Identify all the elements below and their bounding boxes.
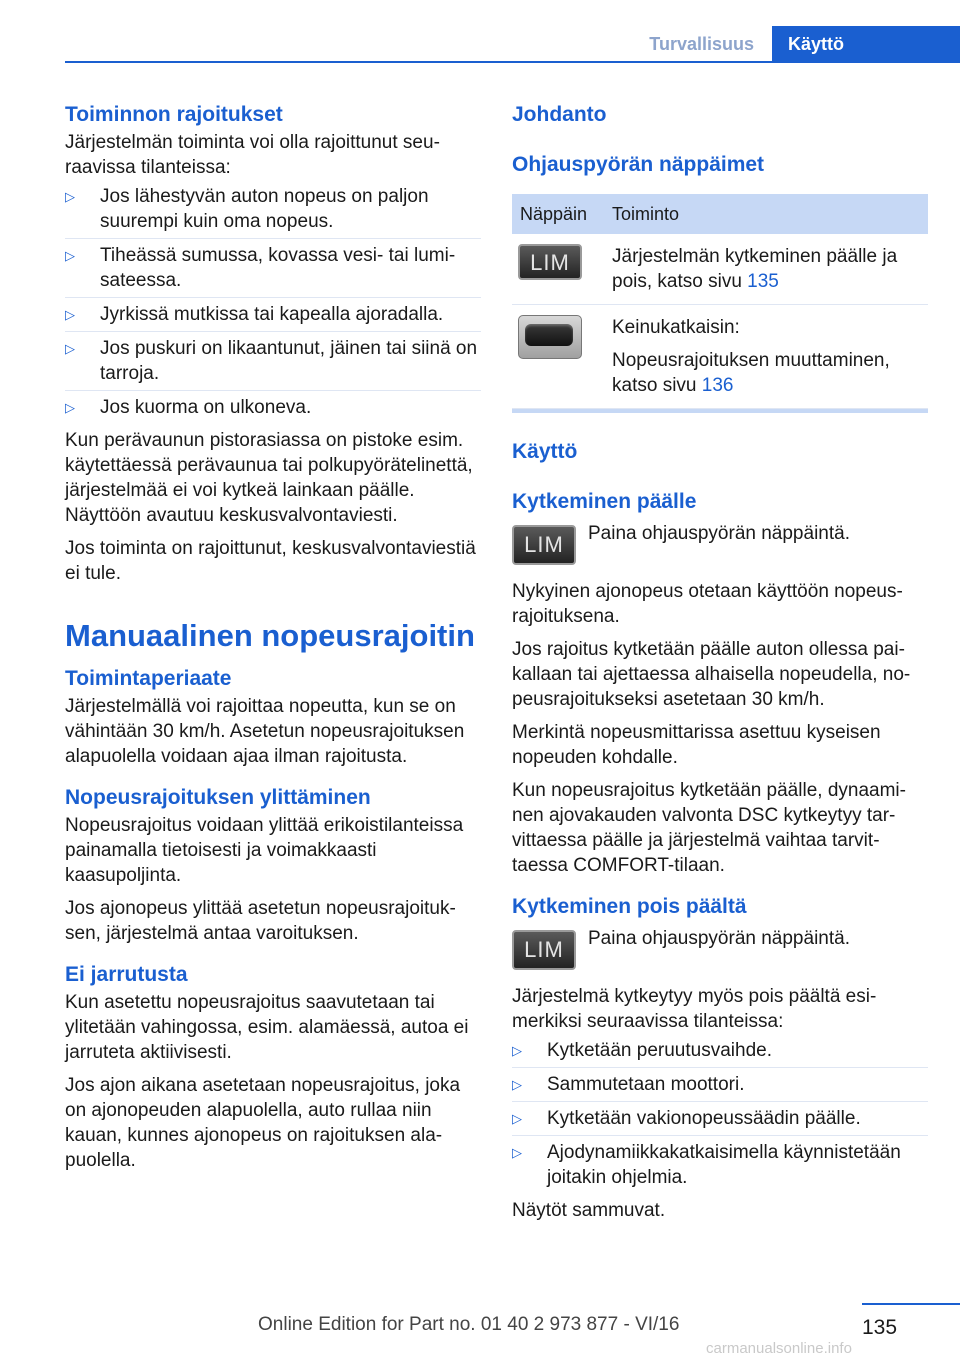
list-item: ▷ Sammutetaan moottori. — [512, 1068, 928, 1102]
table-header-function: Toiminto — [604, 194, 928, 234]
footer-rule — [862, 1303, 960, 1305]
triangle-bullet-icon: ▷ — [512, 1043, 522, 1058]
exceed-paragraph-2: Jos ajonopeus ylittää asetetun nopeusrajoituksen, järjestelmä antaa varoituksen. — [65, 898, 456, 944]
limits-list — [65, 180, 481, 424]
watermark: carmanualsonline.info — [706, 1340, 852, 1357]
heading-steering-buttons: Ohjauspyörän näppäimet — [512, 153, 765, 176]
switch-off-instruction — [512, 926, 928, 970]
heading-manual-limiter: Manuaalinen nopeusrajoitin — [65, 618, 475, 653]
switch-on-paragraph-2: Jos rajoitus kytketään päälle auton ollessa paikallaan tai ajettaessa alhaisella nopeudella, nopeusrajoitukseksi asetetaan 30 km/h. — [512, 639, 911, 710]
exceed-paragraph-1: Nopeusrajoitus voidaan ylittää erikoistilanteissa painamalla tietoisesti ja voimakkaasti kaasupoljinta. — [65, 815, 464, 886]
triangle-bullet-icon: ▷ — [512, 1111, 522, 1126]
table-row — [512, 234, 928, 305]
table-row — [512, 305, 928, 409]
lim-button-icon: LIM — [518, 244, 582, 280]
restricted-paragraph: Jos toiminta on rajoittunut, keskusvalvontaviestiä ei tule. — [65, 538, 476, 584]
header-chapter: Käyttö — [772, 26, 960, 62]
page-header — [631, 26, 960, 62]
switch-on-instruction — [512, 521, 928, 565]
triangle-bullet-icon: ▷ — [65, 307, 75, 322]
page-link-135[interactable]: 135 — [747, 271, 779, 292]
trailer-paragraph: Kun perävaunun pistorasiassa on pistoke esim. käytettäessä perävaunua tai polkupyörätelinettä, järjestelmää ei voi kytkeä lainkaan päälle. Näyttöön avautuu keskusvalvontaviesti. — [65, 430, 473, 526]
principle-paragraph: Järjestelmällä voi rajoittaa nopeutta, kun se on vähintään 30 km/h. Asetetun nopeusrajoituksen alapuolella voidaan ajaa ilman rajoitusta. — [65, 696, 465, 767]
switch-off-paragraph-2: Näytöt sammuvat. — [512, 1200, 666, 1221]
list-item: ▷ Tiheässä sumussa, kovassa vesi- tai lumisateessa. — [65, 239, 481, 298]
table-end-rule — [512, 409, 928, 413]
heading-no-brake: Ei jarrutusta — [65, 963, 188, 986]
switch-on-paragraph-1: Nykyinen ajonopeus otetaan käyttöön nopeusrajoituksena. — [512, 581, 903, 627]
list-item: ▷ Kytketään vakionopeussäädin päälle. — [512, 1102, 928, 1136]
header-section: Turvallisuus — [649, 34, 754, 54]
table-header-key: Näppäin — [512, 194, 604, 234]
rocker-switch-icon — [518, 315, 582, 359]
row2-text: Nopeusrajoituksen muuttaminen, katso sivu 136 — [612, 350, 890, 396]
left-column — [65, 100, 481, 1173]
heading-exceed: Nopeusrajoituksen ylittäminen — [65, 786, 371, 809]
lim-button-icon: LIM — [512, 930, 576, 970]
page-number: 135 — [862, 1316, 898, 1339]
switch-on-paragraph-4: Kun nopeusrajoitus kytketään päälle, dynaaminen ajovakauden valvonta DSC kytkeytyy tarvittaessa päälle ja järjestelmä vaihtaa tarvittaessa COMFORT-tilaan. — [512, 780, 906, 876]
heading-switch-off: Kytkeminen pois päältä — [512, 895, 747, 918]
edition-note: Online Edition for Part no. 01 40 2 973 877 - VI/16 — [258, 1314, 680, 1335]
switch-off-list — [512, 1034, 928, 1194]
switch-on-press: Paina ohjauspyörän näppäintä. — [588, 523, 850, 544]
triangle-bullet-icon: ▷ — [65, 189, 75, 204]
heading-intro: Johdanto — [512, 103, 607, 126]
list-item: ▷ Jos kuorma on ulkoneva. — [65, 397, 312, 418]
row2-function — [604, 305, 928, 409]
limits-intro: Järjestelmän toiminta voi olla rajoittunut seuraavissa tilanteissa: — [65, 132, 440, 178]
heading-principle: Toimintaperiaate — [65, 667, 232, 690]
page-link-136[interactable]: 136 — [701, 375, 734, 396]
row2-title: Keinukatkaisin: — [612, 317, 740, 338]
no-brake-paragraph-2: Jos ajon aikana asetetaan nopeusrajoitus, joka on ajonopeuden alapuolella, auto rullaa niin kauan, kunnes ajonopeus on rajoituksen alapuolella. — [65, 1075, 461, 1171]
switch-off-press: Paina ohjauspyörän näppäintä. — [588, 928, 850, 949]
buttons-table — [512, 194, 928, 409]
list-item: ▷ Jyrkissä mutkissa tai kapealla ajoradalla. — [65, 298, 481, 332]
heading-use: Käyttö — [512, 440, 578, 463]
switch-off-paragraph-1: Järjestelmä kytkeytyy myös pois päältä esimerkiksi seuraavissa tilanteissa: — [512, 986, 877, 1032]
triangle-bullet-icon: ▷ — [512, 1077, 522, 1092]
triangle-bullet-icon: ▷ — [65, 341, 75, 356]
list-item: ▷ Ajodynamiikkakatkaisimella käynnistetään joitakin ohjelmia. — [512, 1142, 901, 1188]
switch-on-paragraph-3: Merkintä nopeusmittarissa asettuu kyseisen nopeuden kohdalle. — [512, 722, 881, 768]
no-brake-paragraph-1: Kun asetettu nopeusrajoitus saavutetaan tai ylitetään vahingossa, esim. alamäessä, autoa ei jarruteta aktiivisesti. — [65, 992, 469, 1063]
heading-switch-on: Kytkeminen päälle — [512, 490, 697, 513]
list-item: ▷ Jos lähestyvän auton nopeus on paljon suurempi kuin oma nopeus. — [65, 180, 481, 239]
heading-limits: Toiminnon rajoitukset — [65, 103, 283, 126]
list-item: ▷ Kytketään peruutusvaihde. — [512, 1034, 928, 1068]
triangle-bullet-icon: ▷ — [512, 1145, 522, 1160]
triangle-bullet-icon: ▷ — [65, 400, 75, 415]
triangle-bullet-icon: ▷ — [65, 248, 75, 263]
right-column — [512, 100, 928, 1223]
row1-function: Järjestelmän kytkeminen päälle ja pois, katso sivu 135 — [604, 234, 928, 305]
lim-button-icon: LIM — [512, 525, 576, 565]
list-item: ▷ Jos puskuri on likaantunut, jäinen tai siinä on tarroja. — [65, 332, 481, 391]
header-rule — [65, 61, 960, 63]
